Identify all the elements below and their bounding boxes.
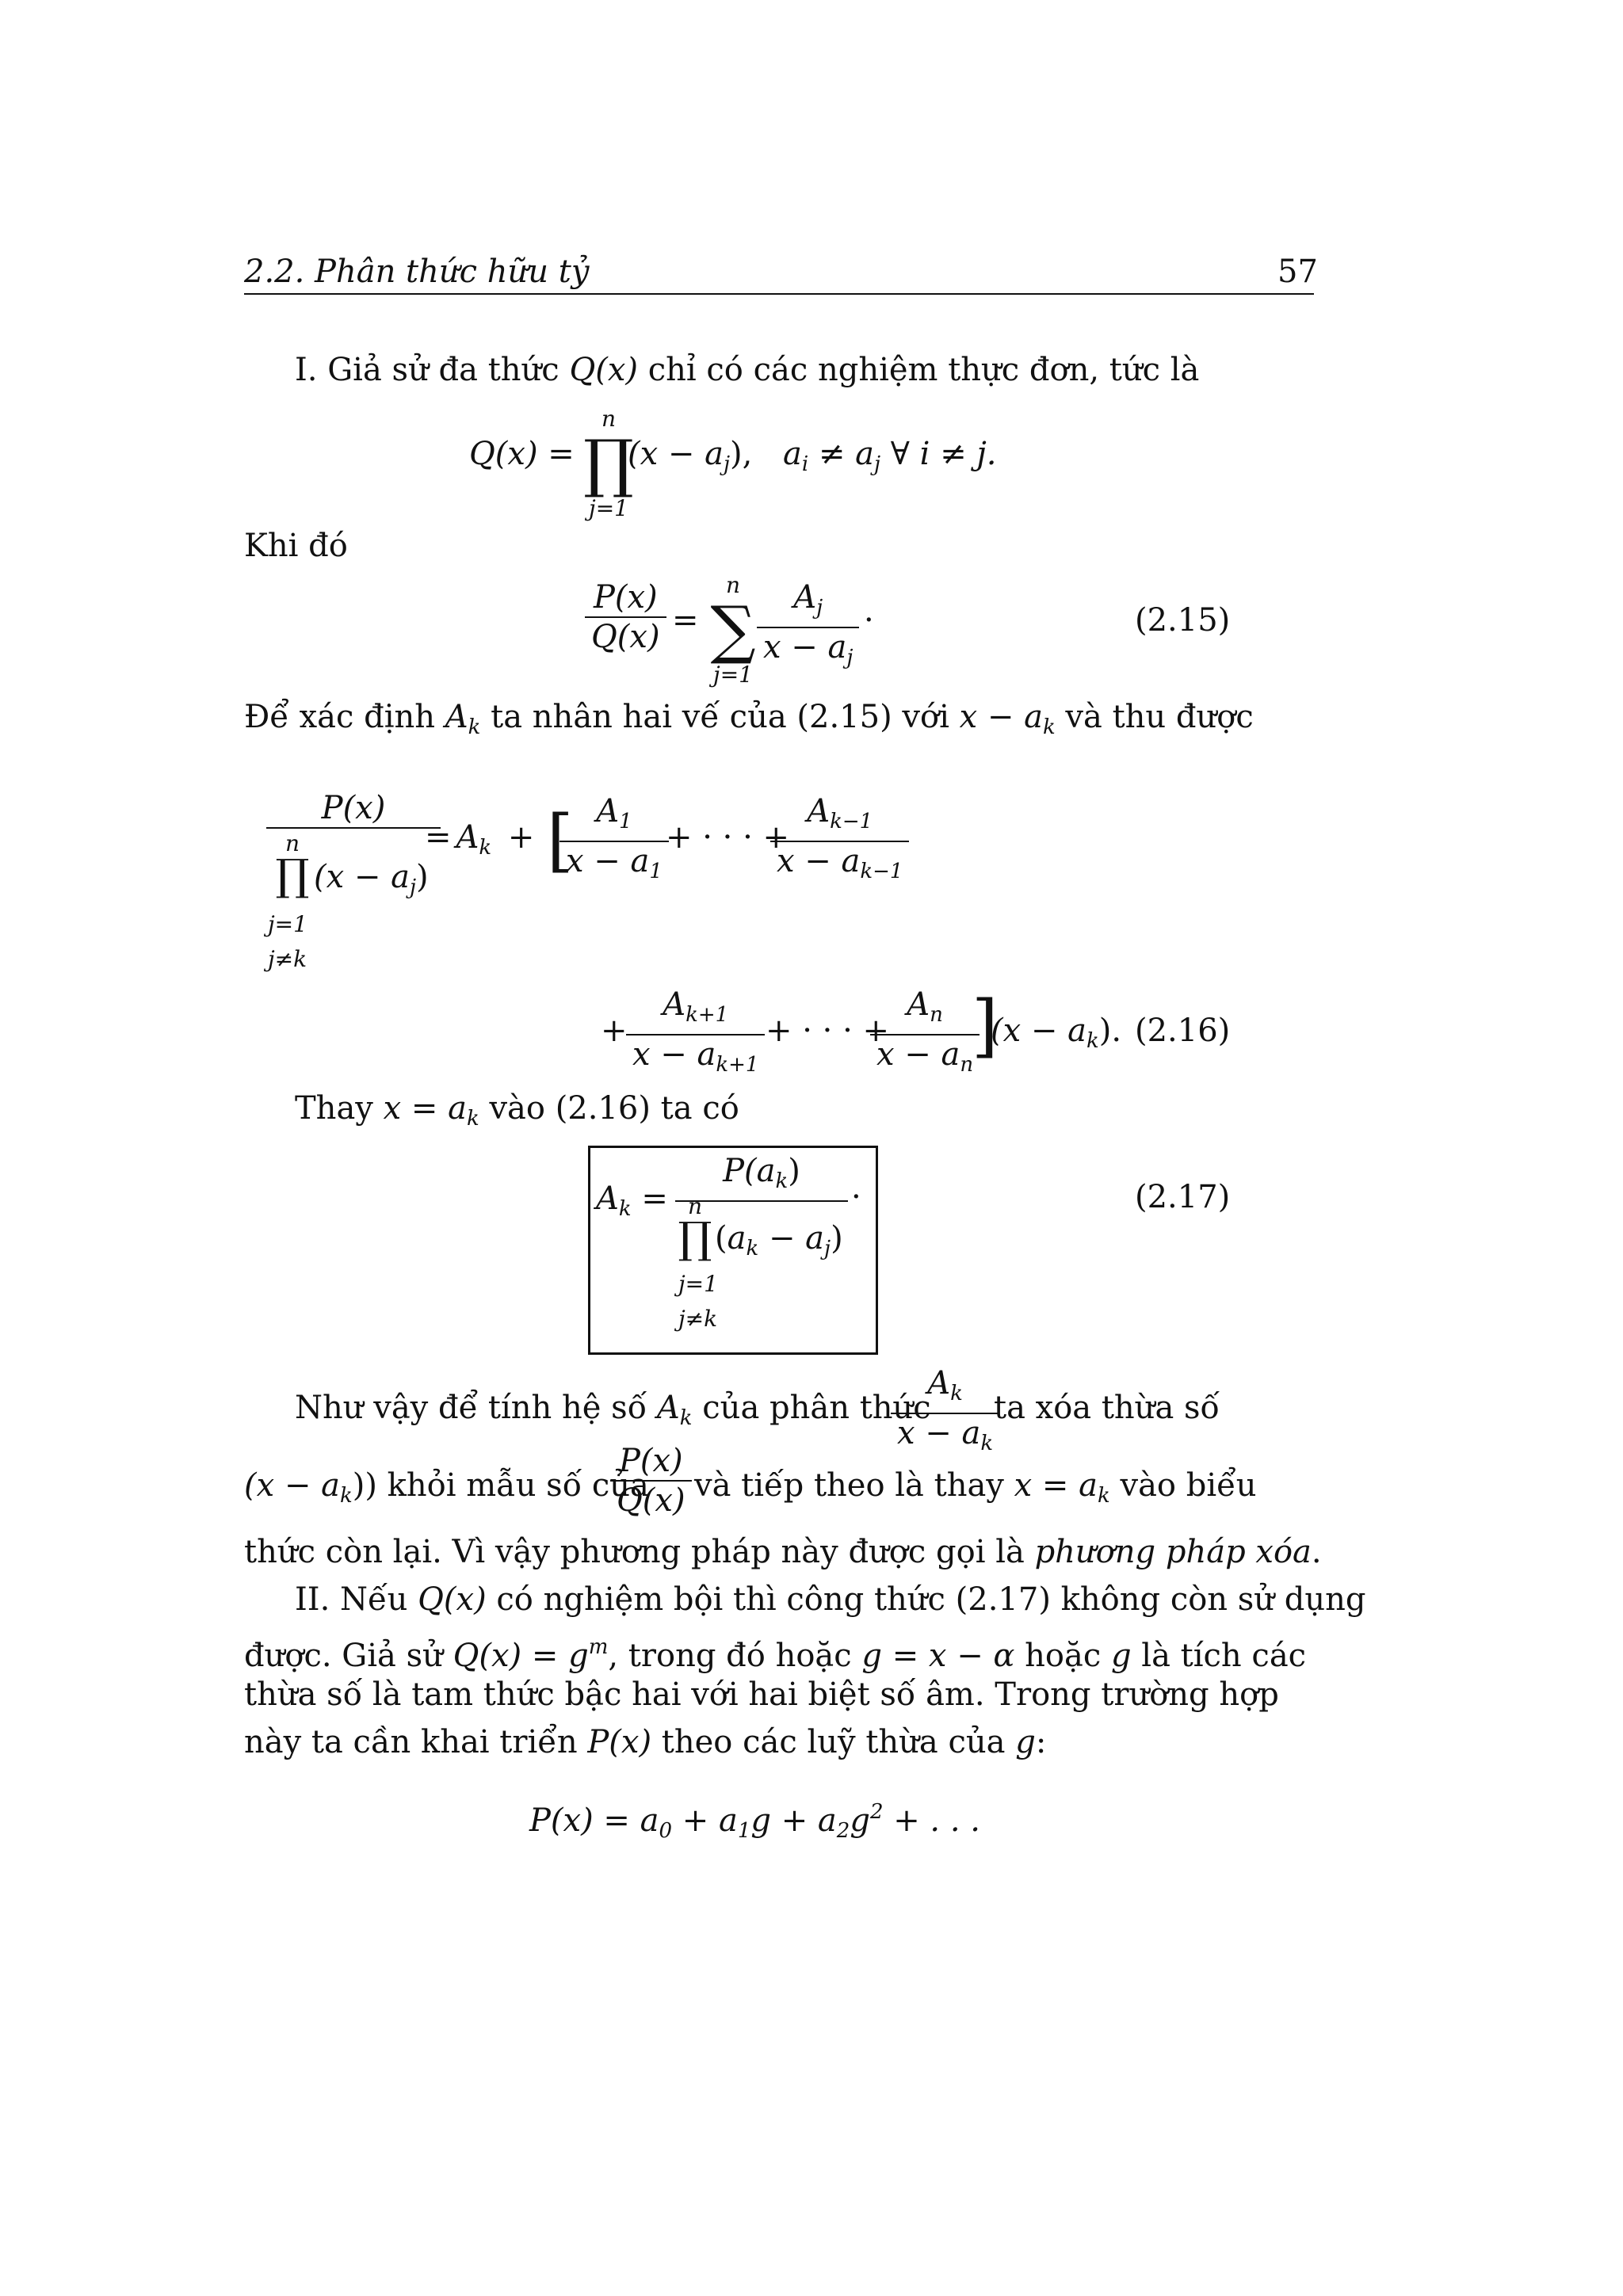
eq216-index-2: j≠k [268, 946, 307, 972]
eq216-lhs [266, 789, 441, 829]
p4-fraction: $\frac{A_k}{x - a_k}$ [891, 1364, 999, 1463]
p5-fraction: $\frac{P(x)}{Q(x)}$ [610, 1442, 692, 1520]
eq217-dot: · [851, 1179, 861, 1215]
p5-tail: và tiếp theo là thay $x = a_k$ vào biểu [694, 1467, 1257, 1508]
denominator: Q(x) [591, 619, 660, 655]
paragraph-4: Như vậy để tính hệ số $A_k$ của phân thức [295, 1390, 931, 1430]
paragraph-9: thừa số là tam thức bậc hai với hai biệt số âm. Trong trường hợp [244, 1676, 1279, 1713]
eq216-fraction-1: $\frac{A_1}{x - a_1}$ [559, 792, 669, 891]
sub: j [873, 452, 881, 476]
left-bracket: [ [547, 801, 574, 880]
prod-symbol: ∏ [583, 426, 634, 500]
text: và thu được [1055, 699, 1254, 735]
paragraph-1 [295, 350, 1199, 390]
right-bracket: ] [972, 986, 999, 1066]
eq215-sum-operator [705, 572, 761, 688]
paragraph-6: thức còn lại. Vì vậy phương pháp này được gọi là phương pháp xóa. [244, 1534, 1322, 1570]
eq216-fraction-3: $\frac{A_{k+1}}{x - a_{k+1}}$ [626, 986, 765, 1084]
paragraph-8: được. Giả sử $Q(x) = g^m$, trong đó hoặc g = x − α hoặc g là tích các [244, 1635, 1307, 1674]
prod-upper: n [285, 830, 300, 856]
numerator: P(x) [321, 790, 386, 826]
eq215-lhs-fraction [585, 578, 666, 656]
math-Q: Q(x) [569, 352, 638, 388]
paragraph-10: này ta cần khai triển P(x) theo các luỹ thừa của g: [244, 1724, 1047, 1760]
prod-symbol: ∏ [275, 850, 310, 900]
eq217-denominator: $(a_k - a_j)$ [715, 1220, 843, 1261]
eq216-tail: $(x - a_k)$. [991, 1013, 1122, 1053]
sub: j [723, 452, 731, 476]
math: x − a [959, 699, 1043, 735]
eq217-index-1: j=1 [678, 1271, 718, 1297]
eq217-lhs: $A_k$ = [596, 1180, 668, 1221]
sum-upper: n [725, 572, 741, 598]
paragraph-7: II. Nếu Q(x) có nghiệm bội thì công thức (2.17) không còn sử dụng [295, 1581, 1366, 1618]
eq217-index-2: j≠k [678, 1306, 718, 1332]
text: I. Giả sử đa thức [295, 352, 570, 388]
sub: i [801, 452, 809, 476]
paragraph-3: Thay $x = a_k$ vào (2.16) ta có [295, 1090, 739, 1131]
khi-do: Khi đó [244, 528, 348, 564]
section-title: 2.2. Phân thức hữu tỷ [244, 254, 590, 290]
numerator: P(x) [585, 578, 666, 618]
math: A [445, 699, 468, 735]
text: (x − a [628, 436, 724, 472]
equation-product-factor [628, 434, 752, 484]
eq217-numerator: $P(a_k)$ [675, 1152, 848, 1202]
eq216-index-1: j=1 [268, 911, 307, 937]
eq216-fraction-4: $\frac{A_n}{x - a_n}$ [870, 986, 980, 1084]
sub: k [468, 715, 481, 739]
text: ≠ a [808, 436, 874, 472]
running-header [244, 252, 589, 292]
prod-lower: j=1 [589, 495, 628, 521]
eq216-line2-plus: + [601, 1013, 628, 1049]
eq216-prod-operator [273, 830, 312, 900]
eq215-term-fraction [757, 578, 859, 677]
equation-expansion: $P(x) = a_0 + a_1g + a_2g^2$ + . . . [529, 1800, 981, 1843]
header-rule [244, 293, 1314, 295]
text: a [783, 436, 802, 472]
paragraph-2: Để xác định $A_k$ ta nhân hai vế của (2.15) với $x - a_k$ và thu được [244, 699, 1254, 739]
eq216-fraction-2: $\frac{A_{k-1}}{x - a_{k-1}}$ [770, 792, 909, 891]
text: chỉ có các nghiệm thực đơn, tức là [638, 352, 1200, 388]
denominator: $x - a_j$ [763, 629, 854, 669]
text: ta nhân hai vế của (2.15) với [480, 699, 960, 735]
equation-product-operator [583, 406, 634, 521]
eq216-equals-Ak: = $A_k$ + [425, 819, 535, 860]
eq216-number: (2.16) [1135, 1013, 1231, 1049]
text: ∀ i ≠ j. [880, 436, 997, 472]
eq217-prod-operator: n ∏ [678, 1193, 712, 1263]
eq216-dots-2: + · · · + [766, 1013, 890, 1049]
eq215-equals: = [672, 602, 699, 639]
eq215-number: (2.15) [1135, 602, 1231, 639]
sum-lower: j=1 [713, 662, 753, 688]
text: Để xác định [244, 699, 445, 735]
equation-product-condition [783, 434, 996, 484]
p4-tail: ta xóa thừa số [994, 1390, 1220, 1426]
eq217-number: (2.17) [1135, 1179, 1231, 1215]
text: ), [730, 436, 753, 472]
numerator: $A_j$ [757, 578, 859, 628]
prod-upper: n [601, 406, 617, 432]
sum-symbol: ∑ [710, 593, 756, 666]
page-number: 57 [1277, 254, 1318, 290]
eq215-dot: · [864, 602, 874, 639]
eq216-lhs-denominator: $(x - a_j)$ [314, 859, 429, 899]
paragraph-5: $(x - a_k)$) khỏi mẫu số của [244, 1467, 649, 1508]
eq216-dots-1: + · · · + [666, 819, 790, 856]
equation-product-lhs: Q(x) = [469, 436, 575, 472]
